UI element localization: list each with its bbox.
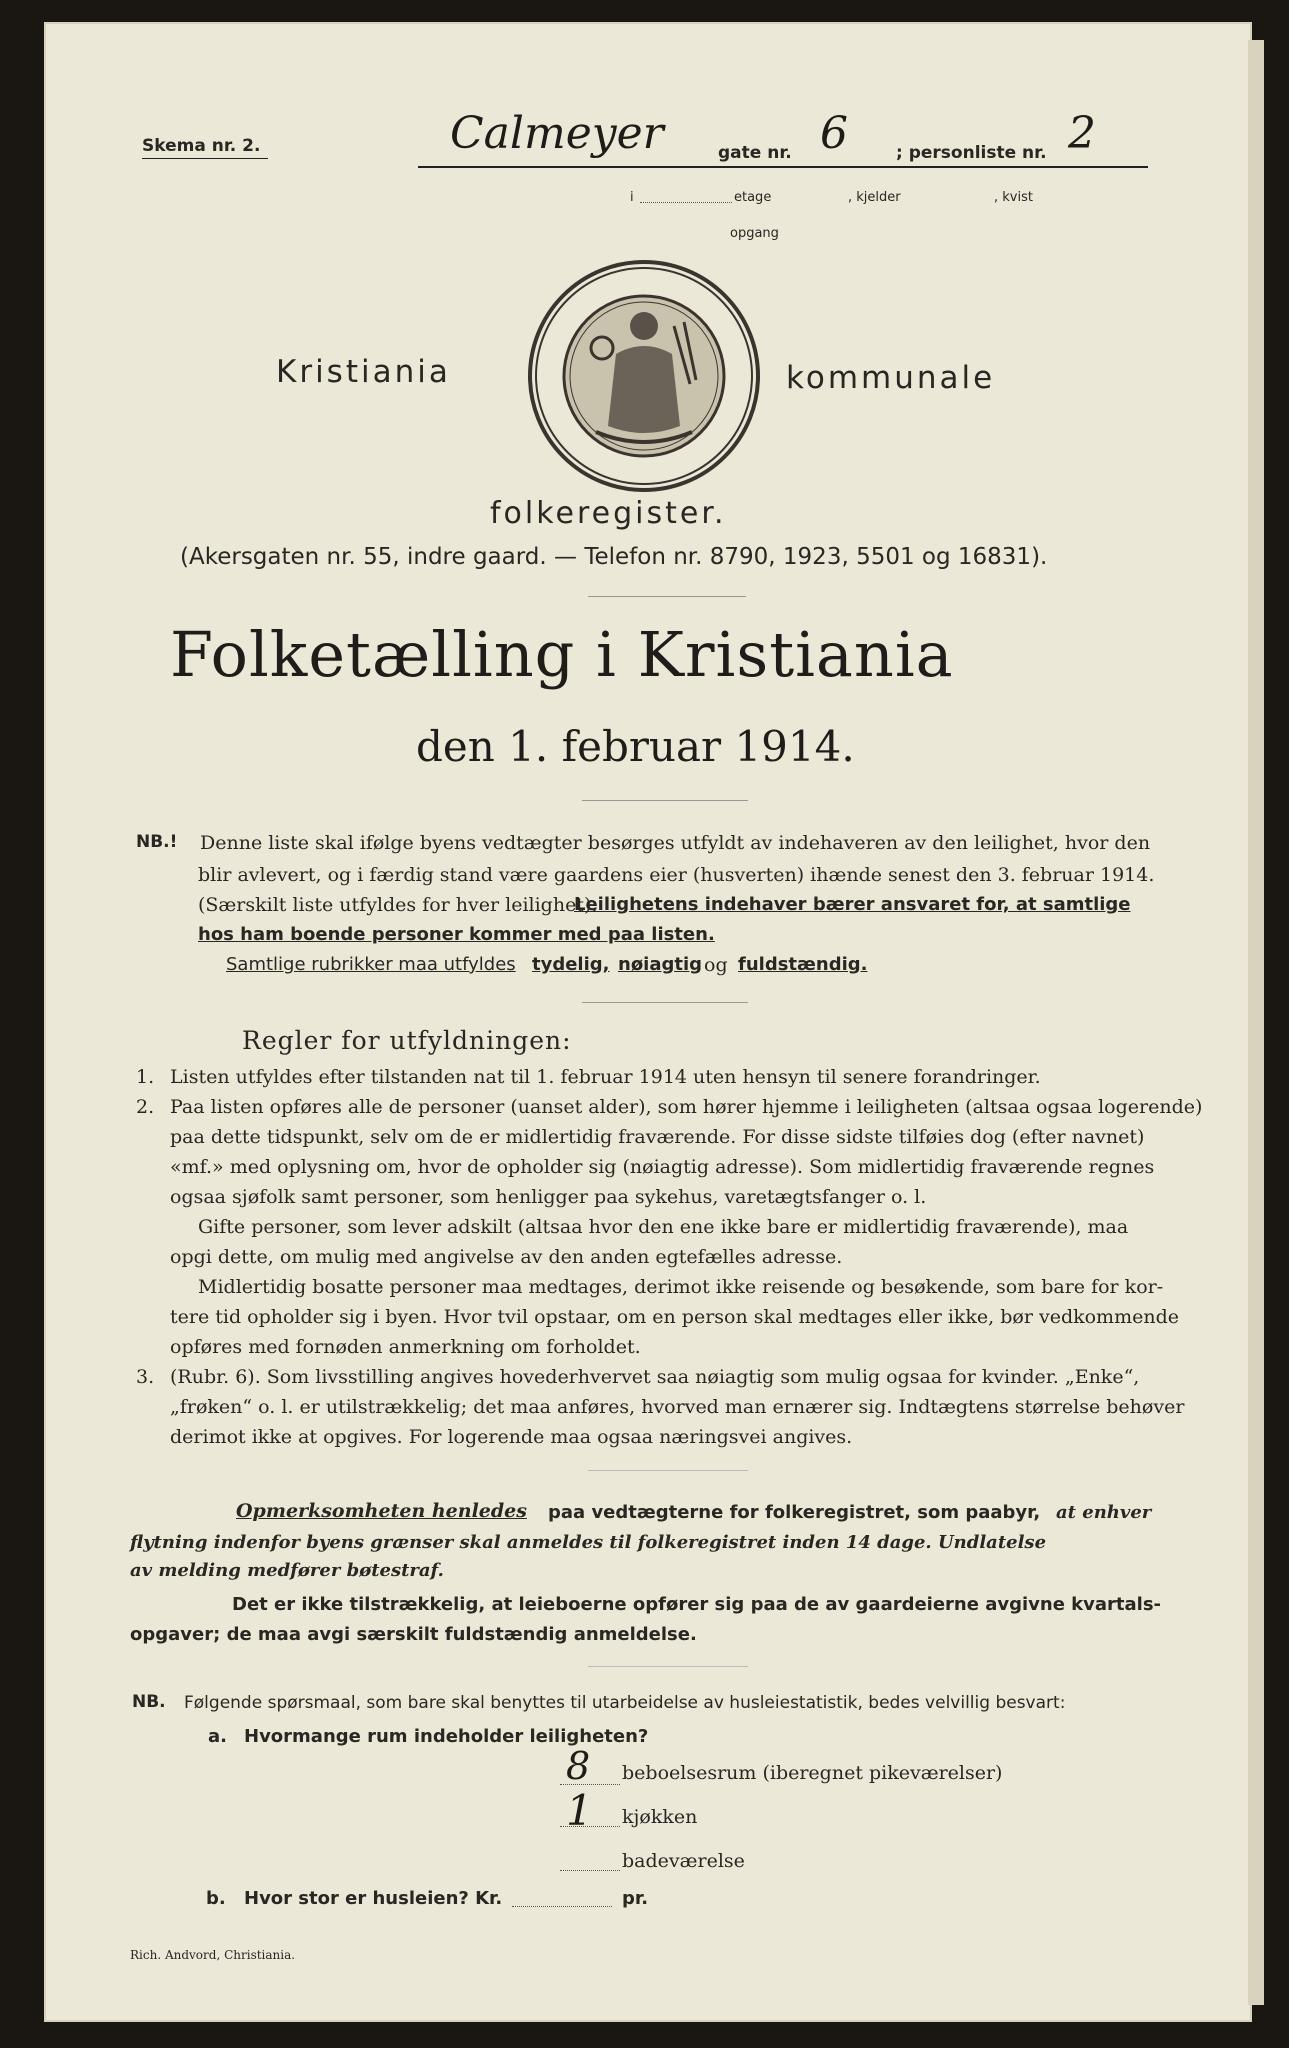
kjelder-label: , kjelder (848, 190, 901, 205)
i-label: i (630, 190, 634, 205)
nb1-line-5e: fuldstændig. (738, 954, 868, 975)
rule-line: Midlertidig bosatte personer maa medtages, derimot ikke reisende og besøkende, som bare for kor- (198, 1276, 1164, 1298)
rooms-label: beboelsesrum (iberegnet pikeværelser) (622, 1762, 1003, 1784)
rule-line: paa dette tidspunkt, selv om de er midlertidig fraværende. For disse sidste tilføies dog (efter navnet) (170, 1126, 1145, 1148)
rules-heading: Regler for utfyldningen: (242, 1026, 572, 1055)
attention-line-1-italic: at enhver (1056, 1502, 1152, 1523)
divider-3 (582, 1002, 748, 1003)
rooms-handwritten: 8 (566, 1744, 591, 1788)
rule-line: ogsaa sjøfolk samt personer, som henligger paa sykehus, varetægtsfanger o. l. (170, 1186, 927, 1208)
nb1-line-3a: (Særskilt liste utfyldes for hver leilighet). (198, 894, 598, 916)
kitchen-dots (560, 1826, 620, 1827)
kristiania-label: Kristiania (276, 354, 451, 390)
bath-label: badeværelse (622, 1850, 745, 1872)
rule-line: derimot ikke at opgives. For logerende maa ogsaa næringsvei angives. (170, 1426, 853, 1448)
question-b-label: b. (206, 1888, 226, 1909)
office-address: (Akersgaten nr. 55, indre gaard. — Telefon nr. 8790, 1923, 5501 og 16831). (180, 544, 1048, 570)
nb2-intro: Følgende spørsmaal, som bare skal benyttes til utarbeidelse av husleiestatistik, bedes velvillig besvart: (184, 1693, 1066, 1713)
page-edge (1248, 40, 1264, 2005)
etage-label: etage (734, 190, 772, 205)
kvist-label: , kvist (994, 190, 1033, 205)
skema-underline (142, 158, 268, 159)
attention-line-3: av melding medfører bøtestraf. (130, 1560, 444, 1581)
question-b: Hvor stor er husleien? Kr. (244, 1888, 503, 1909)
folkeregister-label: folkeregister. (490, 496, 727, 531)
nb1-line-5b: tydelig, (532, 954, 610, 975)
skema-number: Skema nr. 2. (142, 136, 261, 156)
kitchen-label: kjøkken (622, 1806, 698, 1828)
rule-line: (Rubr. 6). Som livsstilling angives hovederhvervet saa nøiagtig som mulig ogsaa for kvinder. „Enke“, (170, 1366, 1140, 1388)
nb1-line-1: Denne liste skal ifølge byens vedtægter besørges utfyldt av indehaveren av den leilighet, hvor den (200, 832, 1151, 854)
divider-5 (588, 1666, 748, 1667)
gate-number-handwritten: 6 (820, 108, 848, 159)
personliste-number-handwritten: 2 (1068, 108, 1096, 159)
attention-line-5: opgaver; de maa avgi særskilt fuldstændig anmeldelse. (130, 1624, 697, 1645)
nb1-label: NB.! (136, 832, 178, 852)
rule-number: 2. (136, 1096, 155, 1118)
rule-number: 3. (136, 1366, 155, 1388)
rooms-dots (560, 1784, 620, 1785)
opgang-label: opgang (730, 226, 779, 241)
city-seal-icon (524, 256, 764, 496)
rule-line: Listen utfyldes efter tilstanden nat til 1. februar 1914 uten hensyn til senere forandringer. (170, 1066, 1041, 1088)
bath-dots (560, 1870, 620, 1871)
attention-lead: Opmerksomheten henledes (236, 1500, 527, 1522)
question-a-label: a. (208, 1726, 227, 1747)
printer-credit: Rich. Andvord, Christiania. (130, 1948, 296, 1962)
attention-line-1: paa vedtægterne for folkeregistret, som paabyr, (548, 1502, 1041, 1523)
header-rule (418, 166, 1148, 168)
nb1-line-5a: Samtlige rubrikker maa utfyldes (226, 954, 516, 975)
rule-line: tere tid opholder sig i byen. Hvor tvil opstaar, om en person skal medtages eller ikke, bør vedkommende (170, 1306, 1179, 1328)
divider-2 (582, 800, 748, 801)
rule-number: 1. (136, 1066, 155, 1088)
main-title: Folketælling i Kristiania (170, 618, 954, 691)
question-a: Hvormange rum indeholder leiligheten? (244, 1726, 649, 1747)
nb1-line-2: blir avlevert, og i færdig stand være gaardens eier (husverten) ihænde senest den 3. februar 1914. (198, 864, 1155, 886)
gate-label: gate nr. (718, 143, 792, 163)
rule-line: „frøken“ o. l. er utilstrækkelig; det maa anføres, hvorved man ernærer sig. Indtægtens størrelse behøver (170, 1396, 1185, 1418)
divider-4 (588, 1470, 748, 1471)
kommunale-label: kommunale (786, 360, 996, 396)
attention-line-4: Det er ikke tilstrækkelig, at leieboerne opfører sig paa de av gaardeierne avgivne kvartals- (232, 1594, 1162, 1615)
nb1-line-5d: og (704, 954, 728, 976)
nb1-line-3b: Leilighetens indehaver bærer ansvaret for, at samtlige (574, 894, 1131, 915)
attention-line-2: flytning indenfor byens grænser skal anmeldes til folkeregistret inden 14 dage. Undlatelse (130, 1532, 1047, 1553)
rule-line: Gifte personer, som lever adskilt (altsaa hvor den ene ikke bare er midlertidig fraværende), maa (198, 1216, 1129, 1238)
nb1-line-4: hos ham boende personer kommer med paa listen. (198, 924, 715, 945)
personliste-label: ; personliste nr. (896, 143, 1047, 163)
rule-line: opgi dette, om mulig med angivelse av den anden egtefælles adresse. (170, 1246, 843, 1268)
rule-line: opføres med fornøden anmerkning om forholdet. (170, 1336, 641, 1358)
census-date: den 1. februar 1914. (416, 722, 855, 771)
rent-dots (512, 1906, 612, 1907)
etage-dots (640, 202, 732, 203)
nb2-label: NB. (132, 1692, 166, 1712)
divider-1 (588, 596, 746, 597)
nb1-line-5c: nøiagtig (618, 954, 703, 975)
rule-line: Paa listen opføres alle de personer (uanset alder), som hører hjemme i leiligheten (altsaa ogsaa logerende) (170, 1096, 1203, 1118)
kitchen-handwritten: 1 (566, 1786, 593, 1835)
per-label: pr. (622, 1888, 649, 1909)
rule-line: «mf.» med oplysning om, hvor de opholder sig (nøiagtig adresse). Som midlertidig fraværende regnes (170, 1156, 1155, 1178)
street-name-handwritten: Calmeyer (450, 108, 664, 159)
